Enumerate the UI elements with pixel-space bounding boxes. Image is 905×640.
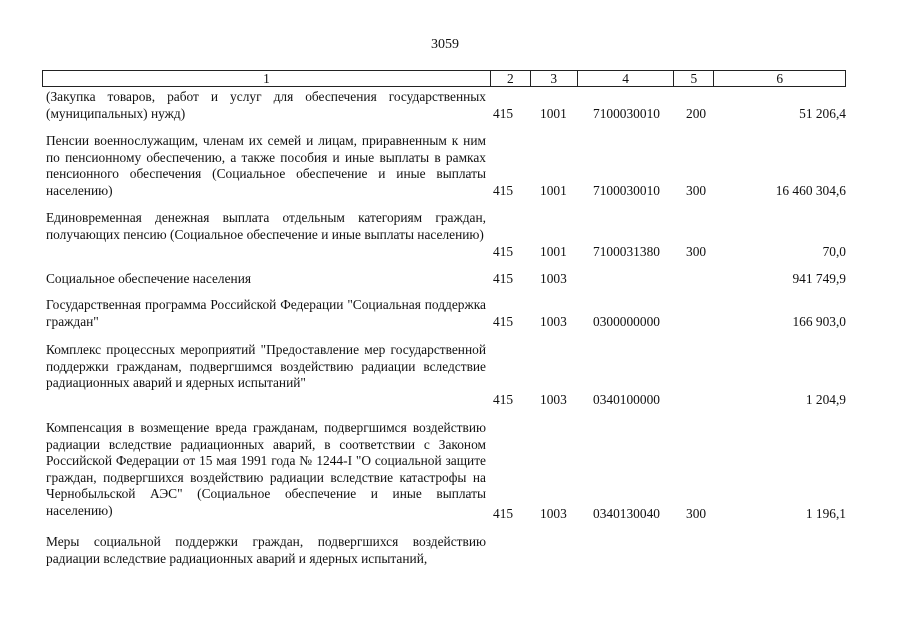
row-sum: 941 749,9 <box>792 271 846 286</box>
row-section: 1001 <box>540 106 567 121</box>
row-expense-type: 300 <box>686 244 707 259</box>
row-admin-code: 415 <box>493 392 514 407</box>
row-section: 1003 <box>540 392 567 407</box>
header-col-3: 3 <box>530 71 577 86</box>
row-sum: 1 204,9 <box>805 392 846 407</box>
row-section: 1003 <box>540 506 567 521</box>
header-col-5: 5 <box>673 71 713 86</box>
row-admin-code: 415 <box>493 506 514 521</box>
row-admin-code: 415 <box>493 314 514 329</box>
row-sum: 166 903,0 <box>792 314 846 329</box>
row-sum: 1 196,1 <box>805 506 846 521</box>
table-header <box>42 70 846 87</box>
row-description: Меры социальной поддержки граждан, подвергшихся воздействию радиации вследствие радиационных аварий и ядерных испытаний, <box>46 534 486 566</box>
page-number: 3059 <box>431 37 459 52</box>
row-admin-code: 415 <box>493 244 514 259</box>
row-section: 1001 <box>540 244 567 259</box>
row-sum: 70,0 <box>822 244 846 259</box>
header-col-6: 6 <box>713 71 845 86</box>
row-description: Государственная программа Российской Федерации "Социальная поддержка граждан" <box>46 297 486 329</box>
row-target-article: 7100031380 <box>593 244 660 259</box>
row-admin-code: 415 <box>493 271 514 286</box>
row-expense-type: 300 <box>686 506 707 521</box>
row-description: Комплекс процессных мероприятий "Предоставление мер государственной поддержки гражданам, подвергшимся воздействию радиации вследствие радиационных аварий и ядерных испытаний" <box>46 342 486 391</box>
header-col-1: 1 <box>263 71 270 86</box>
row-target-article: 0340130040 <box>593 506 660 521</box>
row-target-article: 0340100000 <box>593 392 660 407</box>
row-section: 1001 <box>540 183 567 198</box>
header-col-4: 4 <box>577 71 674 86</box>
row-description: Компенсация в возмещение вреда гражданам, подвергшимся воздействию радиации вследствие радиационных аварий, в соответствии с Законом Российской Федерации от 15 мая 1991 года № 1244-I "О социальной защите граждан, подвергшихся воздействию радиации вследствие катастрофы на Чернобыльской АЭС" (Социальное обеспечение и иные выплаты населению) <box>46 420 486 518</box>
row-expense-type: 300 <box>686 183 707 198</box>
row-description: Единовременная денежная выплата отдельным категориям граждан, получающих пенсию (Социальное обеспечение и иные выплаты населению) <box>46 210 486 242</box>
row-sum: 16 460 304,6 <box>775 183 846 198</box>
header-col-2: 2 <box>490 71 530 86</box>
row-admin-code: 415 <box>493 106 514 121</box>
row-target-article: 7100030010 <box>593 183 660 198</box>
row-expense-type: 200 <box>686 106 707 121</box>
row-section: 1003 <box>540 314 567 329</box>
row-section: 1003 <box>540 271 567 286</box>
row-target-article: 0300000000 <box>593 314 660 329</box>
row-description: Пенсии военнослужащим, членам их семей и лицам, приравненным к ним по пенсионному обеспечению, а также пособия и иные выплаты в рамках пенсионного обеспечения (Социальное обеспечение и иные выплаты населению) <box>46 133 486 198</box>
row-description: (Закупка товаров, работ и услуг для обеспечения государственных (муниципальных) нужд) <box>46 89 486 121</box>
row-target-article: 7100030010 <box>593 106 660 121</box>
row-description: Социальное обеспечение населения <box>46 271 252 286</box>
row-admin-code: 415 <box>493 183 514 198</box>
row-sum: 51 206,4 <box>799 106 846 121</box>
